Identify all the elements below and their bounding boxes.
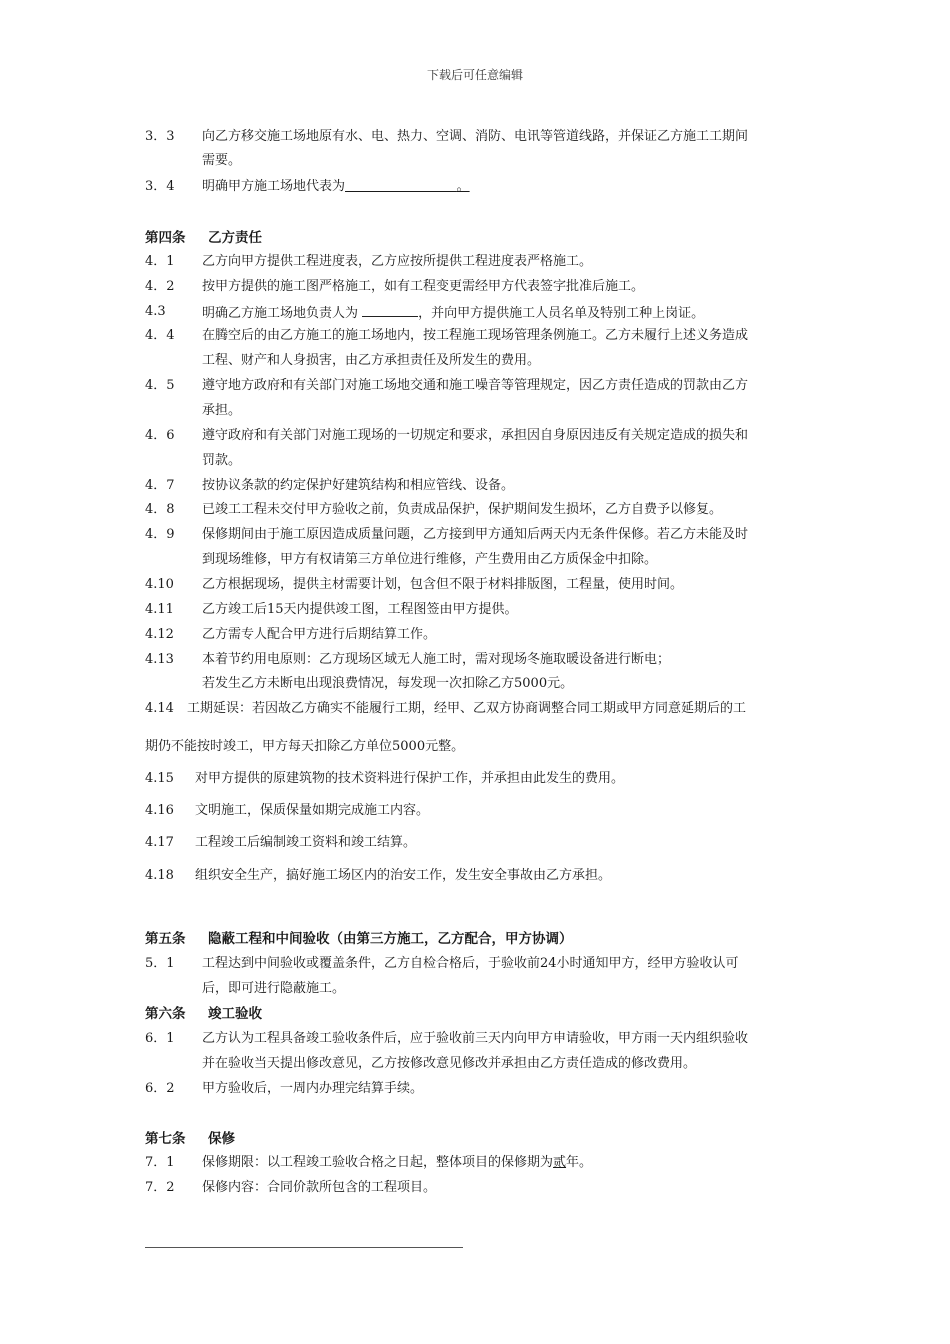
article-7-heading [145, 1129, 235, 1149]
clause-number: 4．7 [145, 478, 175, 493]
clause-number: 6．1 [145, 1031, 175, 1046]
page-header: 下载后可任意编辑 [426, 68, 523, 82]
clause-text: 保修内容：合同价款所包含的工程项目。 [202, 1180, 437, 1195]
warranty-years: 贰 [553, 1155, 567, 1170]
article-4-heading [145, 228, 262, 248]
clause-number: 3．3 [145, 129, 175, 144]
article-5-heading [145, 929, 573, 949]
clause-text-cont: 若发生乙方未断电出现浪费情况，每发现一次扣除乙方5000元。 [202, 676, 574, 691]
clause-number: 4.3 [145, 304, 166, 319]
clause-text: 遵守地方政府和有关部门对施工场地交通和施工噪音等管理规定，因乙方责任造成的罚款由乙方 [202, 378, 749, 393]
clause-number: 4.16 [145, 803, 174, 818]
clause-text: 本着节约用电原则：乙方现场区域无人施工时，需对现场冬施取暖设备进行断电； [202, 652, 671, 667]
clause-number: 4.13 [145, 652, 174, 667]
clause-number: 4．9 [145, 527, 175, 542]
clause-text: 保修期间由于施工原因造成质量问题，乙方接到甲方通知后两天内无条件保修。若乙方未能及时 [202, 527, 749, 542]
footer-divider [145, 1247, 463, 1248]
clause-tail: 。 [456, 179, 470, 194]
clause-text-cont: 罚款。 [202, 453, 242, 468]
clause-text: 遵守政府和有关部门对施工现场的一切规定和要求，承担因自身原因违反有关规定造成的损失和 [202, 428, 749, 443]
clause-number: 4.17 [145, 835, 174, 850]
clause-text: 乙方向甲方提供工程进度表，乙方应按所提供工程进度表严格施工。 [202, 254, 593, 269]
clause-number: 3．4 [145, 179, 175, 194]
clause-text: 乙方需专人配合甲方进行后期结算工作。 [202, 627, 437, 642]
article-number: 第四条 [145, 230, 186, 246]
clause-number: 4.18 [145, 868, 174, 883]
clause-text: 工期延误：若因故乙方确实不能履行工期，经甲、乙双方协商调整合同工期或甲方同意延期后的工 [187, 701, 747, 716]
clause-number: 4.14 [145, 701, 174, 716]
clause-text: 已竣工工程未交付甲方验收之前，负责成品保护，保护期间发生损坏，乙方自费予以修复。 [202, 502, 723, 517]
clause-text: 明确甲方施工场地代表为 [202, 179, 346, 194]
clause-text-cont: 承担。 [202, 403, 242, 418]
clause-text-cont: 需要。 [202, 153, 242, 168]
clause-text-post: 年。 [566, 1155, 593, 1170]
article-title: 乙方责任 [208, 230, 262, 246]
clause-text: 工程达到中间验收或覆盖条件，乙方自检合格后，于验收前24小时通知甲方，经甲方验收认可 [202, 956, 739, 971]
clause-text-cont: 工程、财产和人身损害，由乙方承担责任及所发生的费用。 [202, 353, 541, 368]
clause-number: 7．1 [145, 1155, 175, 1170]
clause-text: 乙方竣工后15天内提供竣工图，工程图签由甲方提供。 [202, 602, 518, 617]
article-6-heading [145, 1004, 262, 1024]
clause-text: 对甲方提供的原建筑物的技术资料进行保护工作，并承担由此发生的费用。 [195, 771, 625, 786]
clause-text: 在腾空后的由乙方施工的施工场地内，按工程施工现场管理条例施工。乙方未履行上述义务造成 [202, 328, 749, 343]
clause-text: 保修期限：以工程竣工验收合格之日起，整体项目的保修期为 [202, 1155, 554, 1170]
article-title: 保修 [208, 1131, 235, 1147]
clause-text: 乙方认为工程具备竣工验收条件后，应于验收前三天内向甲方申请验收，甲方雨一天内组织验收 [202, 1031, 749, 1046]
clause-text: 甲方验收后，一周内办理完结算手续。 [202, 1081, 424, 1096]
clause-number: 7．2 [145, 1180, 175, 1195]
clause-number: 4．6 [145, 428, 175, 443]
clause-number: 4．4 [145, 328, 175, 343]
clause-number: 5．1 [145, 956, 175, 971]
clause-text: 明确乙方施工场地负责人为 [202, 306, 359, 321]
article-title: 隐蔽工程和中间验收（由第三方施工，乙方配合，甲方协调） [208, 931, 573, 947]
clause-number: 4.11 [145, 602, 174, 617]
clause-number: 6．2 [145, 1081, 175, 1096]
article-number: 第六条 [145, 1006, 186, 1022]
clause-text: 文明施工，保质保量如期完成施工内容。 [195, 803, 430, 818]
clause-number: 4.10 [145, 577, 174, 592]
clause-text: 组织安全生产，搞好施工场区内的治安工作，发生安全事故由乙方承担。 [195, 868, 612, 883]
clause-text: 按协议条款的约定保护好建筑结构和相应管线、设备。 [202, 478, 515, 493]
clause-text-post: ，并向甲方提供施工人员名单及特别工种上岗证。 [418, 306, 705, 321]
clause-text-cont: 到现场维修，甲方有权请第三方单位进行维修，产生费用由乙方质保金中扣除。 [202, 552, 658, 567]
clause-number: 4.15 [145, 771, 174, 786]
clause-number: 4．2 [145, 279, 175, 294]
fill-in-blank [362, 302, 418, 317]
clause-text-cont: 后，即可进行隐蔽施工。 [202, 981, 346, 996]
underlined-blank [345, 179, 470, 194]
clause-number: 4．1 [145, 254, 175, 269]
clause-text: 按甲方提供的施工图严格施工，如有工程变更需经甲方代表签字批准后施工。 [202, 279, 645, 294]
clause-number: 4．5 [145, 378, 175, 393]
clause-number: 4．8 [145, 502, 175, 517]
article-number: 第七条 [145, 1131, 186, 1147]
clause-text-cont: 并在验收当天提出修改意见，乙方按修改意见修改并承担由乙方责任造成的修改费用。 [202, 1056, 697, 1071]
clause-number: 4.12 [145, 627, 174, 642]
clause-text: 乙方根据现场，提供主材需要计划，包含但不限于材料排版图，工程量，使用时间。 [202, 577, 684, 592]
clause-text: 向乙方移交施工场地原有水、电、热力、空调、消防、电讯等管道线路，并保证乙方施工工期间 [202, 129, 749, 144]
article-number: 第五条 [145, 931, 186, 947]
clause-text: 工程竣工后编制竣工资料和竣工结算。 [195, 835, 417, 850]
clause-4-14-cont: 期仍不能按时竣工，甲方每天扣除乙方单位5000元整。 [145, 739, 465, 754]
article-title: 竣工验收 [208, 1006, 262, 1022]
